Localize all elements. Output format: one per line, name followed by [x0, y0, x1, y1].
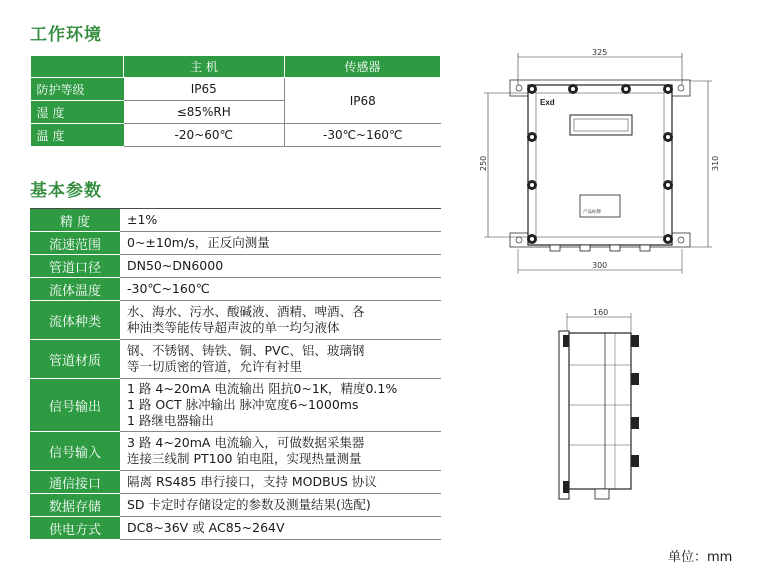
params-value-line: DC8~36V 或 AC85~264V — [127, 520, 285, 535]
plate-text: 产品标牌 — [583, 210, 601, 215]
params-row — [30, 278, 441, 301]
params-row-label: 信号输出 — [30, 379, 120, 432]
env-host-humidity: ≤85%RH — [124, 101, 285, 124]
params-row-label: 流体种类 — [30, 301, 120, 340]
params-value-line: 0~±10m/s，正反向测量 — [127, 235, 270, 250]
params-row-value — [120, 494, 441, 517]
params-value-line: 钢、不锈钢、铸铁、铜、PVC、铝、玻璃钢 — [127, 343, 365, 358]
dim-left-label: 250 — [479, 155, 488, 171]
params-row-label: 流速范围 — [30, 232, 120, 255]
params-row-label: 管道口径 — [30, 255, 120, 278]
env-host-temperature: -20~60℃ — [124, 124, 285, 147]
params-row-label: 通信接口 — [30, 471, 120, 494]
params-row-label: 管道材质 — [30, 340, 120, 379]
params-value-line: 1 路继电器输出 — [127, 413, 214, 428]
env-label-protection: 防护等级 — [31, 78, 124, 101]
params-row — [30, 517, 441, 540]
params-row-value — [120, 471, 441, 494]
params-row — [30, 340, 441, 379]
exd-badge: Exd — [540, 98, 555, 107]
env-table — [30, 55, 441, 147]
params-value-line: -30℃~160℃ — [127, 281, 210, 296]
params-value-line: 隔离 RS485 串行接口，支持 MODBUS 协议 — [127, 474, 377, 489]
params-section-title: 基本参数 — [30, 181, 102, 201]
params-table — [30, 208, 441, 540]
front-view-drawing — [470, 45, 730, 285]
params-value-line: 1 路 4~20mA 电流输出 阻抗0~1K，精度0.1% — [127, 381, 398, 396]
params-value-line: 水、海水、污水、酸碱液、酒精、啤酒、各 — [127, 304, 365, 319]
env-host-protection: IP65 — [124, 78, 285, 101]
params-value-line: 种油类等能传导超声波的单一均匀液体 — [127, 320, 340, 335]
dim-side-label: 160 — [593, 308, 609, 317]
params-row-label: 供电方式 — [30, 517, 120, 540]
params-row-value — [120, 432, 441, 471]
params-row-label: 精 度 — [30, 209, 120, 232]
params-row-value — [120, 232, 441, 255]
params-row-value — [120, 278, 441, 301]
unit-label: 单位：mm — [668, 550, 733, 565]
params-row-label: 信号输入 — [30, 432, 120, 471]
side-view-drawing — [555, 305, 665, 505]
dim-bottom-label: 300 — [592, 261, 608, 270]
params-row-value — [120, 209, 441, 232]
params-value-line: 等一切质密的管道，允许有衬里 — [127, 359, 303, 374]
params-row — [30, 494, 441, 517]
params-value-line: SD 卡定时存储设定的参数及测量结果(选配) — [127, 497, 371, 512]
params-row — [30, 379, 441, 432]
env-sensor-protection: IP68 — [285, 78, 441, 124]
env-sensor-temperature: -30℃~160℃ — [285, 124, 441, 147]
params-row — [30, 209, 441, 232]
env-header-sensor: 传感器 — [285, 56, 441, 78]
params-value-line: 连接三线制 PT100 铂电阻，实现热量测量 — [127, 451, 362, 466]
env-label-temperature: 温 度 — [31, 124, 124, 147]
env-section-title: 工作环境 — [30, 25, 102, 45]
params-row-value — [120, 255, 441, 278]
env-label-humidity: 湿 度 — [31, 101, 124, 124]
env-header-blank — [31, 56, 124, 78]
params-value-line: ±1% — [127, 212, 158, 227]
params-row-label: 数据存储 — [30, 494, 120, 517]
dim-top-label: 325 — [592, 48, 608, 57]
params-row — [30, 232, 441, 255]
params-value-line: 1 路 OCT 脉冲输出 脉冲宽度6~1000ms — [127, 397, 359, 412]
env-header-host: 主 机 — [124, 56, 285, 78]
params-row-label: 流体温度 — [30, 278, 120, 301]
params-value-line: 3 路 4~20mA 电流输入，可做数据采集器 — [127, 435, 365, 450]
params-row-value — [120, 301, 441, 340]
params-value-line: DN50~DN6000 — [127, 258, 224, 273]
dim-right-label: 310 — [711, 155, 720, 171]
params-row — [30, 471, 441, 494]
params-row — [30, 255, 441, 278]
params-row-value — [120, 379, 441, 432]
params-row — [30, 301, 441, 340]
params-row-value — [120, 517, 441, 540]
params-row — [30, 432, 441, 471]
params-row-value — [120, 340, 441, 379]
